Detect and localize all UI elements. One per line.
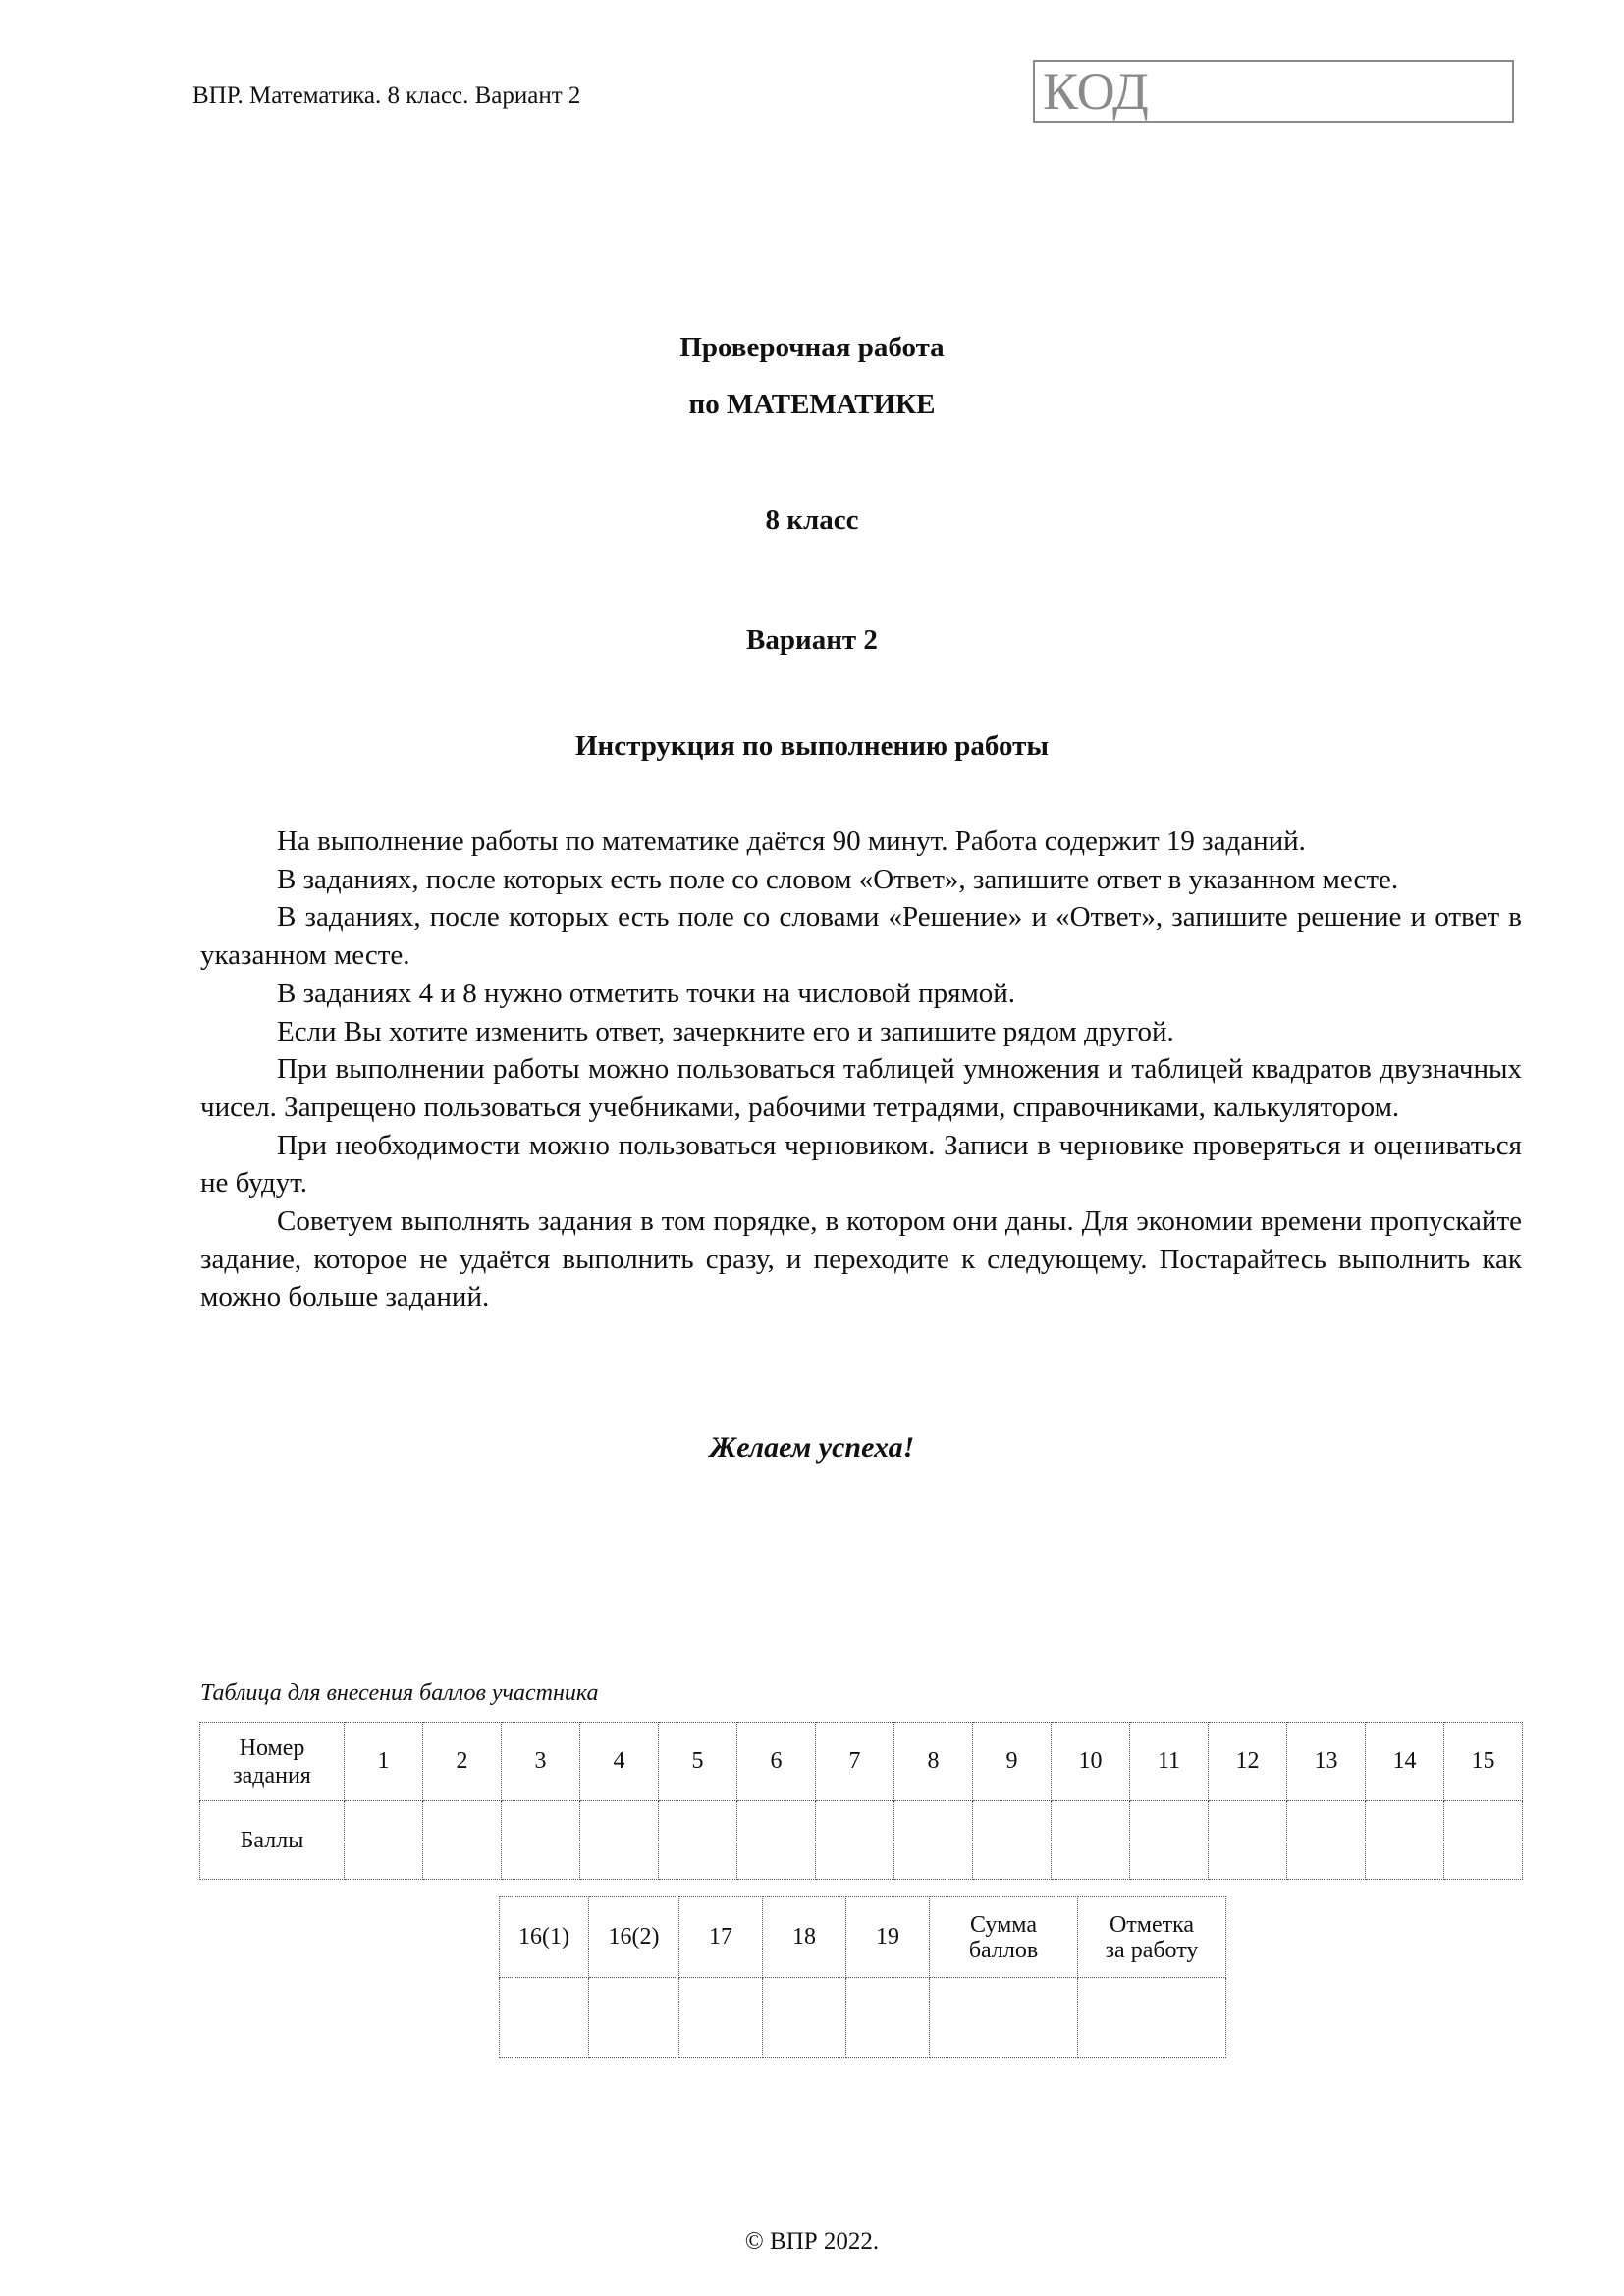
- doc-title-line2: по МАТЕМАТИКЕ: [688, 389, 936, 420]
- task-number: 13: [1287, 1723, 1366, 1801]
- score-table-1: [199, 1722, 1523, 1880]
- task-number: 17: [679, 1897, 763, 1978]
- task-number: 10: [1052, 1723, 1130, 1801]
- score-cell[interactable]: [1209, 1801, 1287, 1880]
- task-number: 3: [502, 1723, 580, 1801]
- instruction-paragraph: В заданиях, после которых есть поле со словами «Решение» и «Ответ», запишите решение и ответ в указанном месте.: [200, 901, 1522, 972]
- score-cell[interactable]: [589, 1978, 679, 2058]
- task-number: 6: [737, 1723, 816, 1801]
- task-number: 15: [1444, 1723, 1523, 1801]
- instruction-paragraph: В заданиях, после которых есть поле со словом «Ответ», запишите ответ в указанном месте.: [277, 863, 1399, 895]
- task-number: 8: [894, 1723, 973, 1801]
- task-number: 18: [763, 1897, 846, 1978]
- task-number-row: [200, 1723, 1523, 1801]
- score-cell[interactable]: [1444, 1801, 1523, 1880]
- doc-title-line1: Проверочная работа: [679, 332, 945, 363]
- instructions: [200, 823, 1522, 1316]
- wish-text: Желаем успеха!: [709, 1431, 915, 1464]
- score-table-2: [499, 1896, 1226, 2058]
- mark-label-line1: Отметка: [1109, 1911, 1195, 1938]
- task-number: 14: [1366, 1723, 1444, 1801]
- score-cell[interactable]: [345, 1801, 423, 1880]
- score-cell[interactable]: [679, 1978, 763, 2058]
- task-number: 4: [580, 1723, 659, 1801]
- score-cell[interactable]: [1052, 1801, 1130, 1880]
- score-cell[interactable]: [894, 1801, 973, 1880]
- task-number: 9: [973, 1723, 1052, 1801]
- sum-label: [930, 1897, 1078, 1978]
- task-number-label: [200, 1723, 345, 1801]
- score-cell[interactable]: [1366, 1801, 1444, 1880]
- score-cell[interactable]: [816, 1801, 894, 1880]
- task-number: 1: [345, 1723, 423, 1801]
- task-number: 2: [423, 1723, 502, 1801]
- score-table-caption: Таблица для внесения баллов участника: [200, 1681, 599, 1706]
- mark-label: [1078, 1897, 1226, 1978]
- score-cell[interactable]: [737, 1801, 816, 1880]
- instruction-paragraph: Если Вы хотите изменить ответ, зачеркните его и запишите рядом другой.: [277, 1015, 1174, 1047]
- variant-heading: Вариант 2: [746, 624, 878, 656]
- sum-cell[interactable]: [930, 1978, 1078, 2058]
- sum-label-line1: Сумма: [970, 1911, 1037, 1938]
- task-number: 11: [1130, 1723, 1209, 1801]
- score-cell[interactable]: [846, 1978, 930, 2058]
- task-number: 19: [846, 1897, 930, 1978]
- instruction-paragraph: На выполнение работы по математике даётся 90 минут. Работа содержит 19 заданий.: [277, 826, 1306, 857]
- score-cell[interactable]: [973, 1801, 1052, 1880]
- sum-label-line2: баллов: [968, 1937, 1039, 1963]
- code-label: КОД: [1043, 62, 1149, 121]
- score-cell[interactable]: [500, 1978, 589, 2058]
- footer-copyright: © ВПР 2022.: [744, 2228, 880, 2255]
- score-cell[interactable]: [502, 1801, 580, 1880]
- score-cell[interactable]: [763, 1978, 846, 2058]
- score-row: [200, 1801, 1523, 1880]
- instruction-paragraph: При необходимости можно пользоваться черновиком. Записи в черновике проверяться и оцениваться не будут.: [200, 1129, 1522, 1200]
- task-number-label-line1: Номер: [239, 1735, 305, 1761]
- task-number: 16(1): [500, 1897, 589, 1978]
- task-number: 12: [1209, 1723, 1287, 1801]
- score-cell[interactable]: [659, 1801, 737, 1880]
- task-number: 16(2): [589, 1897, 679, 1978]
- code-field[interactable]: [1033, 60, 1514, 123]
- header-title: ВПР. Математика. 8 класс. Вариант 2: [192, 82, 581, 109]
- score-cell[interactable]: [423, 1801, 502, 1880]
- task-number-label-line2: задания: [233, 1762, 311, 1789]
- mark-cell[interactable]: [1078, 1978, 1226, 2058]
- score-row: [500, 1978, 1226, 2058]
- grade-heading: 8 класс: [765, 505, 859, 536]
- instruction-paragraph: Советуем выполнять задания в том порядке, в котором они даны. Для экономии времени пропускайте задание, которое не удаётся выполнить сразу, и переходите к следующему. Постарайтесь выполнить как можно больше заданий.: [200, 1205, 1522, 1313]
- score-cell[interactable]: [1130, 1801, 1209, 1880]
- instruction-heading: Инструкция по выполнению работы: [574, 730, 1050, 762]
- score-cell[interactable]: [1287, 1801, 1366, 1880]
- task-number: 5: [659, 1723, 737, 1801]
- mark-label-line2: за работу: [1105, 1937, 1199, 1963]
- instruction-paragraph: В заданиях 4 и 8 нужно отметить точки на числовой прямой.: [277, 977, 1016, 1009]
- task-number-row: [500, 1897, 1226, 1978]
- score-row-label: Баллы: [200, 1801, 345, 1880]
- instruction-paragraph: При выполнении работы можно пользоваться таблицей умножения и таблицей квадратов двузначных чисел. Запрещено пользоваться учебниками, рабочими тетрадями, справочниками, калькулятором.: [200, 1053, 1522, 1123]
- task-number: 7: [816, 1723, 894, 1801]
- score-cell[interactable]: [580, 1801, 659, 1880]
